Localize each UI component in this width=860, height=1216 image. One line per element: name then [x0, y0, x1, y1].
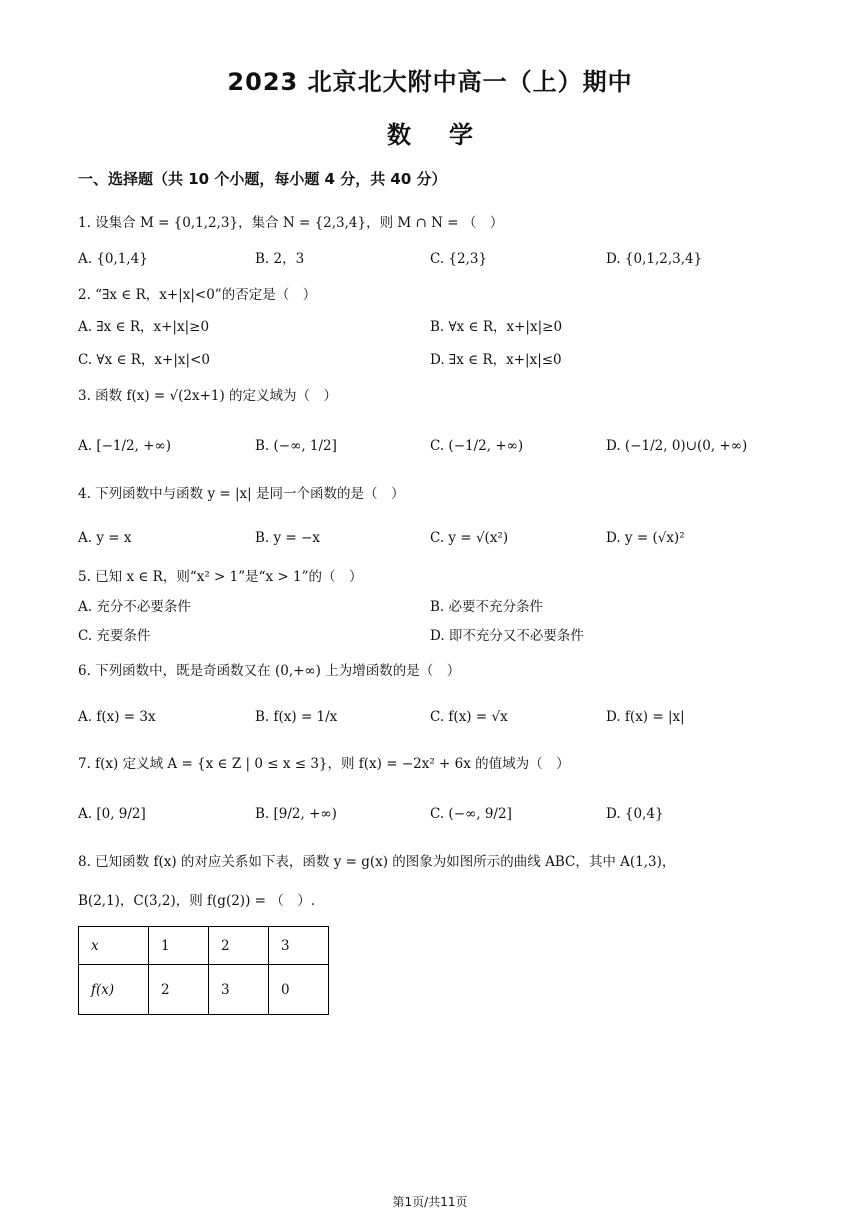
- table-cell: 1: [149, 927, 209, 965]
- question-4-option-b: B. y = −x: [255, 530, 320, 546]
- table-cell: 3: [209, 965, 269, 1015]
- question-4-option-c: C. y = √(x²): [430, 530, 509, 546]
- question-6-option-a: A. f(x) = 3x: [78, 709, 156, 725]
- question-2-option-d: D. ∃x ∈ R，x+|x|≤0: [430, 352, 562, 368]
- question-6-option-c: C. f(x) = √x: [430, 709, 508, 725]
- document-subject: 数学: [387, 121, 511, 149]
- question-3-option-c: C. (−1/2, +∞): [430, 438, 524, 454]
- table-row: [79, 965, 329, 1015]
- question-2-stem: 2. “∃x ∈ R，x+|x|<0”的否定是（ ）: [78, 287, 317, 303]
- question-2-option-b: B. ∀x ∈ R，x+|x|≥0: [430, 319, 563, 335]
- section-heading: 一、选择题（共 10 个小题，每小题 4 分，共 40 分）: [78, 170, 447, 188]
- question-6-option-b: B. f(x) = 1/x: [255, 709, 338, 725]
- question-1-option-d: D. {0,1,2,3,4}: [606, 251, 703, 267]
- question-7-option-d: D. {0,4}: [606, 806, 664, 822]
- question-4-stem: 4. 下列函数中与函数 y = |x| 是同一个函数的是（ ）: [78, 486, 405, 502]
- question-2-option-a: A. ∃x ∈ R，x+|x|≥0: [78, 319, 210, 335]
- table-cell: x: [79, 927, 149, 965]
- question-7-option-a: A. [0, 9/2]: [78, 806, 146, 822]
- question-1-option-b: B. 2，3: [255, 251, 305, 267]
- table-cell: f(x): [79, 965, 149, 1015]
- question-6-stem: 6. 下列函数中，既是奇函数又在 (0,+∞) 上为增函数的是（ ）: [78, 663, 461, 679]
- table-row: [79, 927, 329, 965]
- question-7-option-c: C. (−∞, 9/2]: [430, 806, 512, 822]
- question-5-option-b: B. 必要不充分条件: [430, 599, 544, 615]
- question-7-option-b: B. [9/2, +∞): [255, 806, 337, 822]
- table-cell: 0: [269, 965, 329, 1015]
- question-7-stem: 7. f(x) 定义域 A = {x ∈ Z | 0 ≤ x ≤ 3}，则 f(x) = −2x² + 6x 的值域为（ ）: [78, 756, 570, 772]
- question-3-stem: 3. 函数 f(x) = √(2x+1) 的定义域为（ ）: [78, 388, 338, 404]
- table-cell: 3: [269, 927, 329, 965]
- question-1-option-a: A. {0,1,4}: [78, 251, 148, 267]
- question-8-stem-line-2: B(2,1)，C(3,2)，则 f(g(2)) = （ ）.: [78, 893, 316, 909]
- question-3-option-a: A. [−1/2, +∞): [78, 438, 172, 454]
- table-cell: 2: [209, 927, 269, 965]
- question-5-option-a: A. 充分不必要条件: [78, 599, 191, 615]
- document-title: 2023 北京北大附中高一（上）期中: [227, 68, 633, 96]
- question-4-option-d: D. y = (√x)²: [606, 530, 685, 546]
- question-5-option-d: D. 即不充分又不必要条件: [430, 628, 584, 644]
- function-value-table: [78, 926, 329, 1015]
- question-1-option-c: C. {2,3}: [430, 251, 488, 267]
- question-1-stem: 1. 设集合 M = {0,1,2,3}，集合 N = {2,3,4}，则 M ∩ N = （ ）: [78, 215, 504, 231]
- question-6-option-d: D. f(x) = |x|: [606, 709, 685, 725]
- question-2-option-c: C. ∀x ∈ R，x+|x|<0: [78, 352, 210, 368]
- question-4-option-a: A. y = x: [78, 530, 132, 546]
- question-3-option-d: D. (−1/2, 0)∪(0, +∞): [606, 438, 748, 454]
- page-footer: 第1页/共11页: [392, 1195, 468, 1209]
- question-5-option-c: C. 充要条件: [78, 628, 151, 644]
- table-cell: 2: [149, 965, 209, 1015]
- question-8-stem-line-1: 8. 已知函数 f(x) 的对应关系如下表，函数 y = g(x) 的图象为如图所示的曲线 ABC，其中 A(1,3)，: [78, 854, 676, 870]
- question-5-stem: 5. 已知 x ∈ R，则“x² > 1”是“x > 1”的（ ）: [78, 569, 363, 585]
- question-3-option-b: B. (−∞, 1/2]: [255, 438, 337, 454]
